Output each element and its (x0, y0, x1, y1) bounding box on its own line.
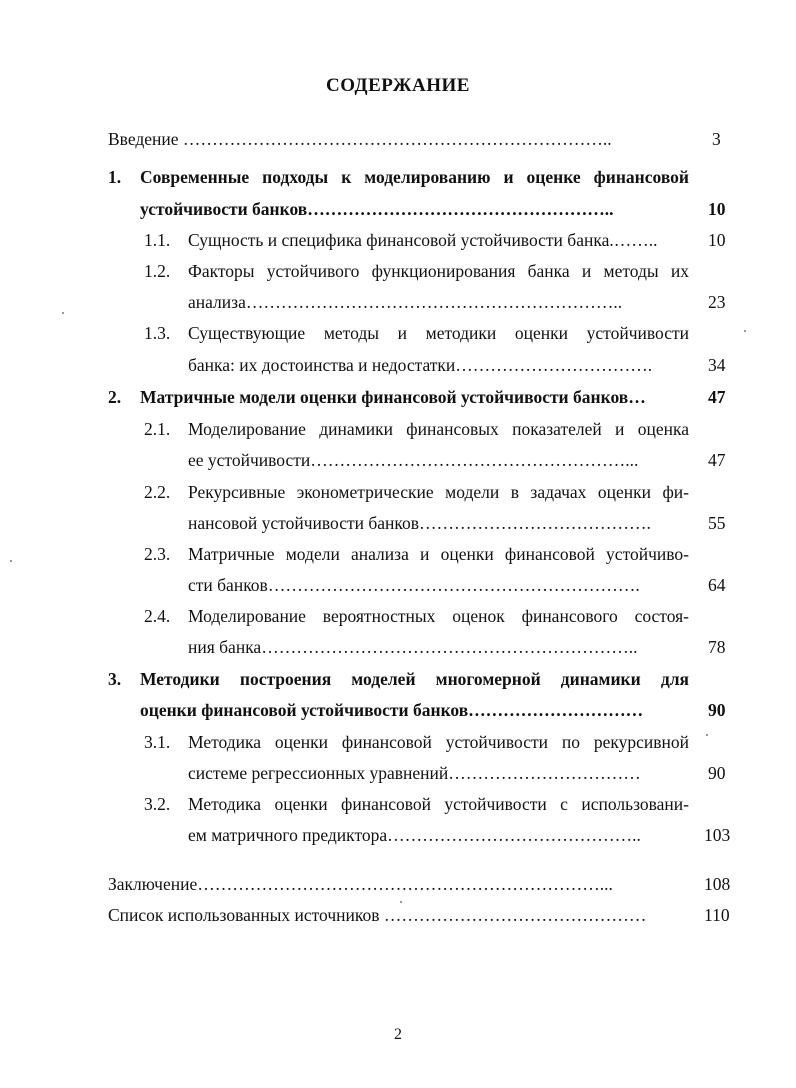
toc-conclusion-text: Заключение……………………………………………………………... (108, 874, 613, 894)
scan-speck (10, 560, 12, 562)
toc-ch3-title-line1: Методики построения моделей многомерной динамики для (140, 669, 689, 689)
toc-s2-2-title-line2: нансовой устойчивости банков…………………………………. (188, 513, 651, 533)
toc-s1-2-number: 1.2. (144, 261, 171, 281)
toc-ch3-page: 90 (708, 700, 726, 720)
toc-s3-2-number: 3.2. (144, 794, 171, 814)
toc-ch1-page: 10 (708, 199, 726, 219)
toc-conclusion-page: 108 (704, 874, 731, 894)
toc-s2-3-title-line2: сти банков………………………………………………………. (188, 575, 640, 595)
toc-s2-3-page: 64 (708, 575, 726, 595)
toc-ch2-page: 47 (708, 387, 726, 407)
toc-s3-1-page: 90 (708, 763, 726, 783)
scan-speck (744, 330, 746, 332)
toc-s2-3-number: 2.3. (144, 544, 171, 564)
toc-sources-page: 110 (704, 905, 730, 925)
toc-ch2-number: 2. (108, 387, 122, 407)
toc-s2-1-number: 2.1. (144, 419, 171, 439)
toc-s3-2-title-line1: Методика оценки финансовой устойчивости с использовани- (188, 794, 689, 814)
toc-s1-2-title-line1: Факторы устойчивого функционирования банка и методы их (188, 261, 689, 281)
toc-s2-1-title-line2: ее устойчивости………………………………………………... (188, 450, 639, 470)
toc-s3-2-title-line2: ем матричного предиктора…………………………………….. (188, 825, 641, 845)
scan-speck (62, 312, 64, 314)
toc-s1-3-title-line2: банка: их достоинства и недостатки……………………………. (188, 355, 653, 375)
toc-ch1-title-line2: устойчивости банков…………………………………………….. (140, 199, 614, 219)
toc-s1-1-number: 1.1. (144, 230, 171, 250)
toc-s2-4-title-line2: ния банка……………………………………………………….. (188, 637, 638, 657)
page-number: 2 (394, 1026, 402, 1043)
toc-s1-3-number: 1.3. (144, 323, 171, 343)
toc-s2-1-title-line1: Моделирование динамики финансовых показателей и оценка (188, 419, 689, 439)
toc-ch3-number: 3. (108, 669, 122, 689)
scan-speck (706, 734, 708, 736)
toc-ch3-title-line2: оценки финансовой устойчивости банков………………………… (140, 700, 644, 720)
toc-s3-2-page: 103 (704, 825, 731, 845)
toc-s3-1-title-line1: Методика оценки финансовой устойчивости по рекурсивной (188, 732, 689, 752)
page-title: СОДЕРЖАНИЕ (326, 75, 470, 96)
toc-s1-1-page: 10 (708, 230, 726, 250)
toc-s2-2-number: 2.2. (144, 482, 171, 502)
scan-speck (400, 901, 402, 903)
toc-s3-1-number: 3.1. (144, 732, 171, 752)
toc-s2-2-title-line1: Рекурсивные эконометрические модели в задачах оценки фи- (188, 482, 689, 502)
toc-s1-2-page: 23 (708, 292, 726, 312)
toc-s1-3-title-line1: Существующие методы и методики оценки устойчивости (188, 323, 689, 343)
toc-ch2-title: Матричные модели оценки финансовой устойчивости банков… (140, 387, 646, 407)
toc-intro-page: 3 (712, 129, 721, 149)
toc-s2-4-title-line1: Моделирование вероятностных оценок финансового состоя- (188, 606, 689, 626)
toc-s2-3-title-line1: Матричные модели анализа и оценки финансовой устойчиво- (188, 544, 689, 564)
toc-s1-2-title-line2: анализа……………………………………………………….. (188, 292, 623, 312)
toc-s2-2-page: 55 (708, 513, 726, 533)
toc-s3-1-title-line2: системе регрессионных уравнений…………………………… (188, 763, 641, 783)
toc-s1-3-page: 34 (708, 355, 726, 375)
toc-ch1-number: 1. (108, 167, 122, 187)
toc-s2-4-number: 2.4. (144, 606, 171, 626)
toc-s2-4-page: 78 (708, 637, 726, 657)
toc-s2-1-page: 47 (708, 450, 726, 470)
toc-s1-1-title: Сущность и специфика финансовой устойчивости банка.…….. (188, 230, 658, 250)
toc-ch1-title-line1: Современные подходы к моделированию и оценке финансовой (140, 167, 689, 187)
toc-sources-text: Список использованных источников ……………………………………… (108, 905, 647, 925)
toc-intro-text: Введение ……………………………………………………………….. (108, 129, 612, 149)
